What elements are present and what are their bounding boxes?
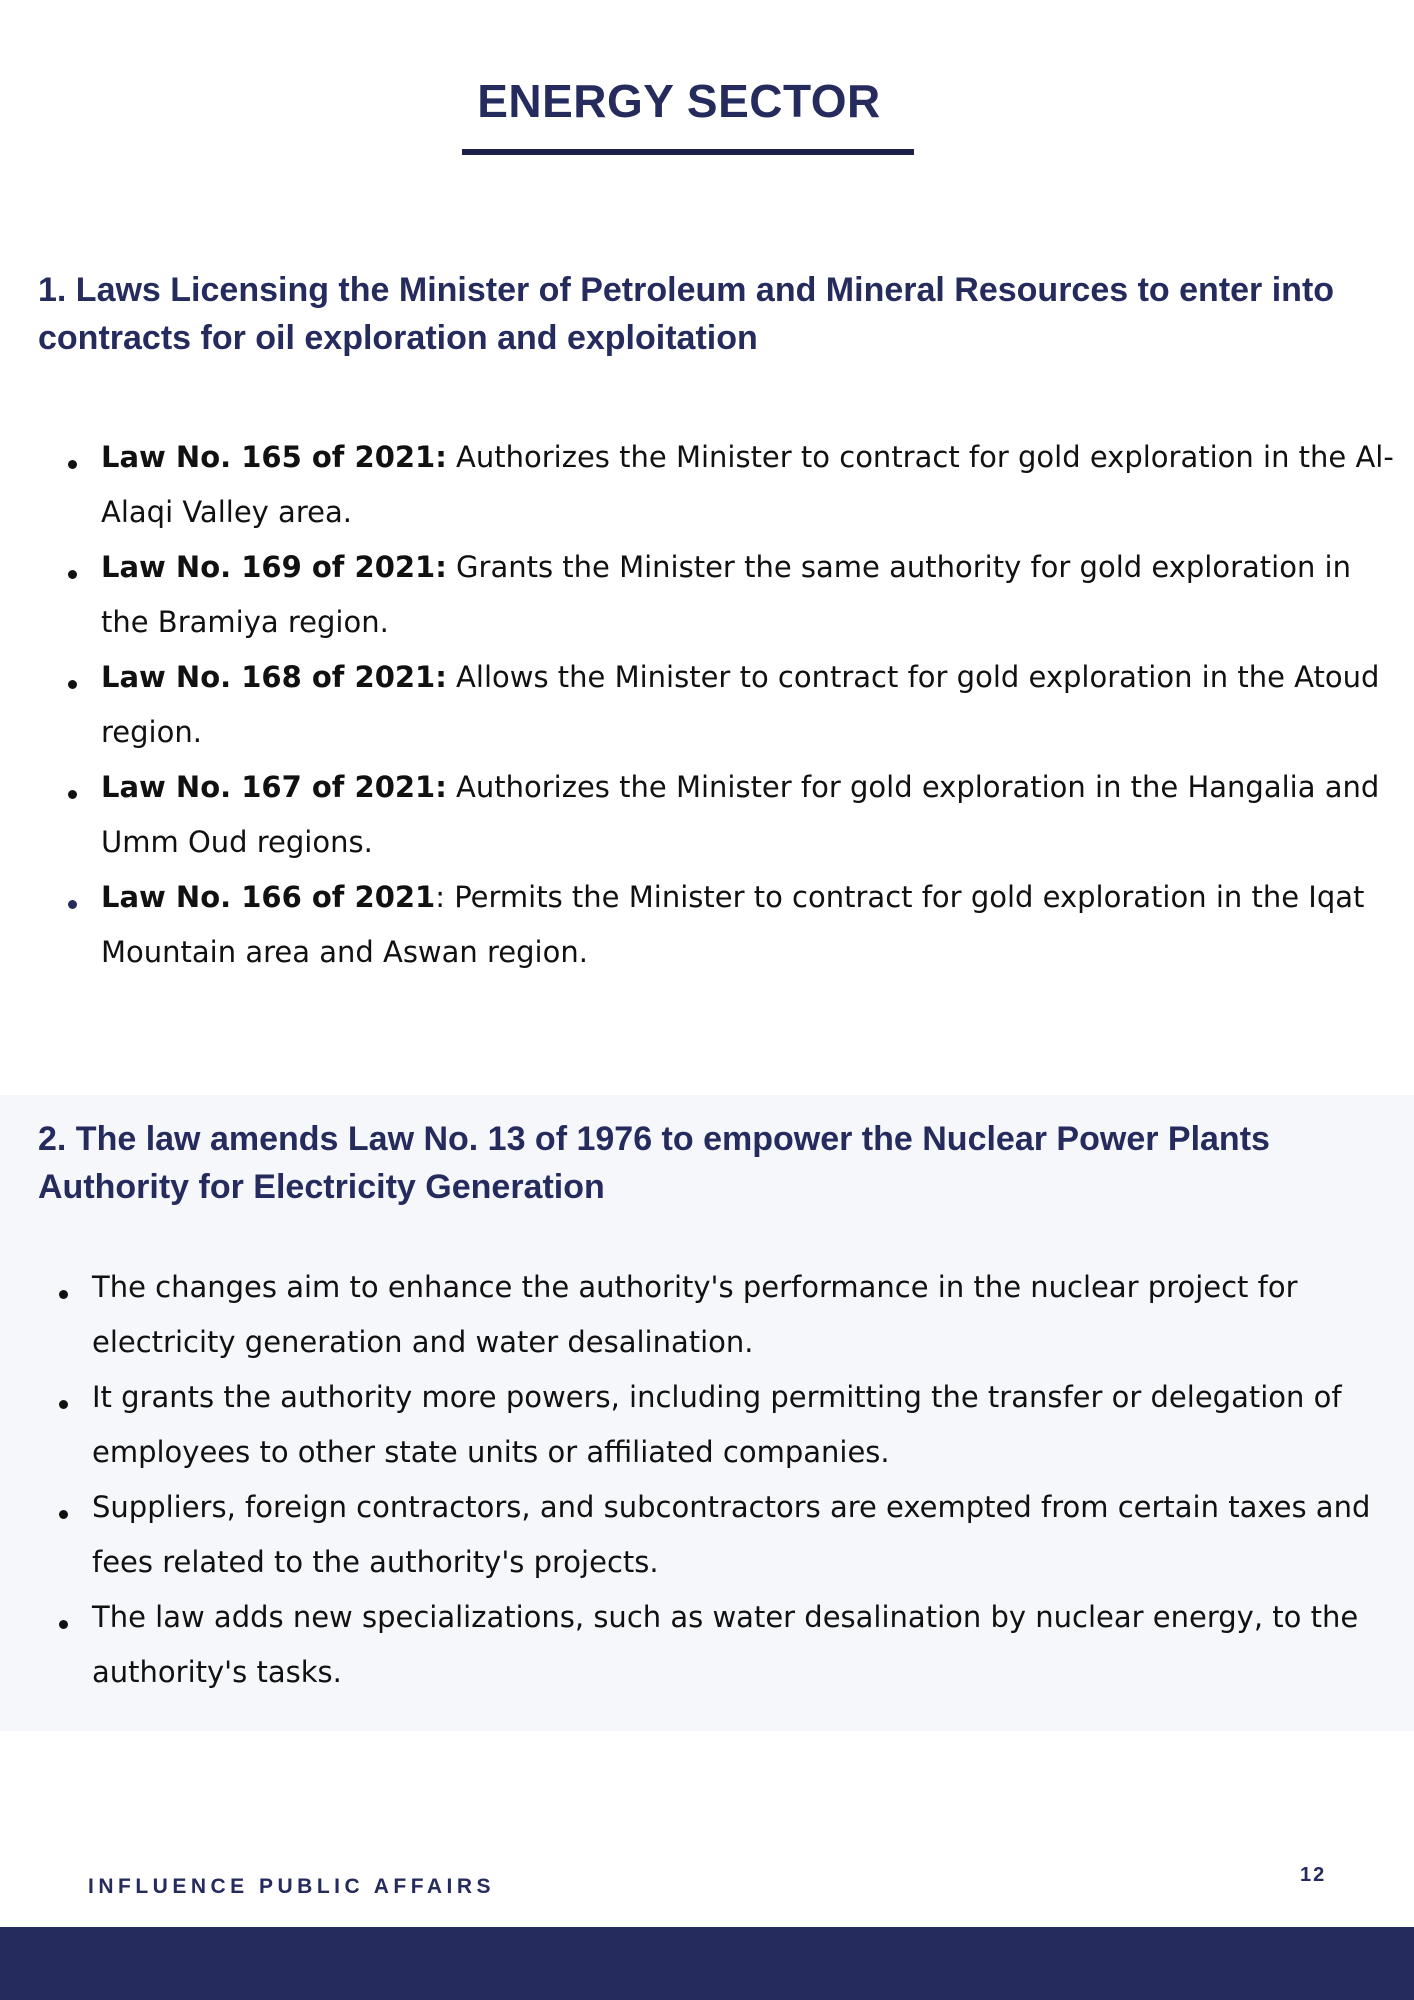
title-underline bbox=[462, 149, 914, 155]
bullet-dot-icon bbox=[59, 1620, 68, 1629]
bullet-dot-icon bbox=[68, 790, 77, 799]
law-description: : Permits the Minister to contract for gold exploration in the Iqat Mountain area and Aswan region. bbox=[101, 880, 1365, 969]
footer-bar bbox=[0, 1927, 1414, 2000]
bullet-dot-icon bbox=[68, 460, 77, 469]
list-item bbox=[0, 1590, 1414, 1700]
footer-brand: INFLUENCE PUBLIC AFFAIRS bbox=[88, 1875, 496, 1898]
bullet-dot-icon bbox=[59, 1510, 68, 1519]
law-description: Authorizes the Minister for gold exploration in the Hangalia and Umm Oud regions. bbox=[101, 770, 1380, 859]
list-item bbox=[0, 1370, 1414, 1480]
bullet-dot-icon bbox=[68, 900, 77, 909]
law-reference: Law No. 169 of 2021: bbox=[101, 550, 447, 584]
bullet-dot-icon bbox=[68, 570, 77, 579]
section-2-heading: 2. The law amends Law No. 13 of 1976 to empower the Nuclear Power Plants Authority for Electricity Generation bbox=[38, 1120, 1270, 1206]
list-item bbox=[0, 430, 1414, 540]
list-item-text: It grants the authority more powers, including permitting the transfer or delegation of employees to other state units or affiliated companies. bbox=[92, 1380, 1342, 1469]
list-item bbox=[0, 870, 1414, 980]
page-number: 12 bbox=[1300, 1864, 1327, 1886]
list-item bbox=[0, 540, 1414, 650]
list-item bbox=[0, 1480, 1414, 1590]
list-item bbox=[0, 650, 1414, 760]
bullet-dot-icon bbox=[59, 1290, 68, 1299]
law-description: Authorizes the Minister to contract for gold exploration in the Al-Alaqi Valley area. bbox=[101, 440, 1394, 529]
law-reference: Law No. 166 of 2021 bbox=[101, 880, 436, 914]
list-item-text: The law adds new specializations, such as water desalination by nuclear energy, to the authority's tasks. bbox=[92, 1600, 1359, 1689]
page-title: ENERGY SECTOR bbox=[477, 75, 881, 127]
law-reference: Law No. 168 of 2021: bbox=[101, 660, 447, 694]
law-reference: Law No. 167 of 2021: bbox=[101, 770, 447, 804]
section-1-heading: 1. Laws Licensing the Minister of Petroleum and Mineral Resources to enter into contracts for oil exploration and exploitation bbox=[38, 271, 1335, 357]
bullet-dot-icon bbox=[59, 1400, 68, 1409]
list-item bbox=[0, 1260, 1414, 1370]
list-item bbox=[0, 760, 1414, 870]
law-description: Allows the Minister to contract for gold exploration in the Atoud region. bbox=[101, 660, 1380, 749]
section-1-law-list bbox=[0, 430, 1414, 980]
list-item-text: The changes aim to enhance the authority's performance in the nuclear project for electricity generation and water desalination. bbox=[92, 1270, 1298, 1359]
law-description: Grants the Minister the same authority for gold exploration in the Bramiya region. bbox=[101, 550, 1351, 639]
section-2-list bbox=[0, 1260, 1414, 1700]
bullet-dot-icon bbox=[68, 680, 77, 689]
law-reference: Law No. 165 of 2021: bbox=[101, 440, 447, 474]
list-item-text: Suppliers, foreign contractors, and subcontractors are exempted from certain taxes and fees related to the authority's projects. bbox=[92, 1490, 1371, 1579]
